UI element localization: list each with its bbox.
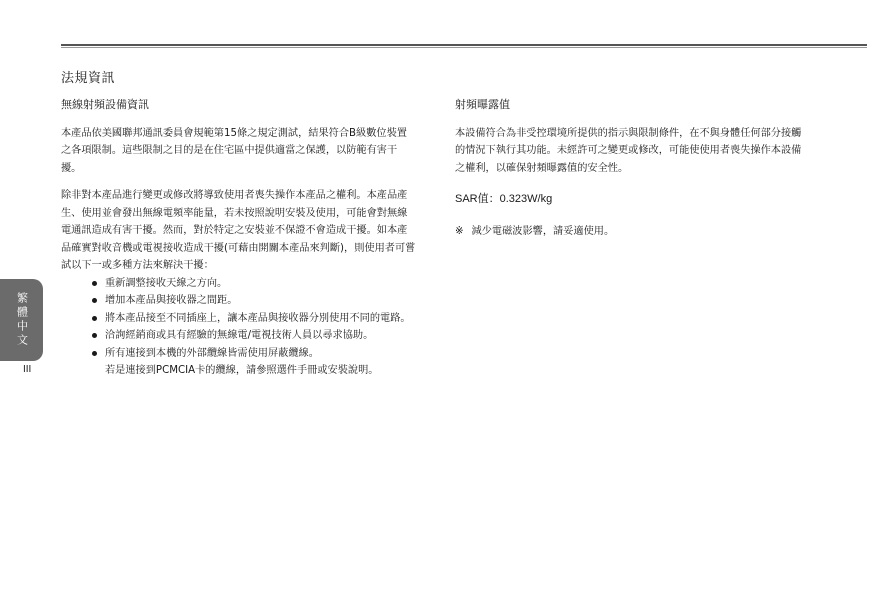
pcmcia-note: 若是連接到PCMCIA卡的纜線，請參照選件手冊或安裝說明。 (105, 365, 379, 376)
list-item: 所有連接到本機的外部纜線皆需使用屏蔽纜線。 (105, 345, 416, 363)
left-column (61, 96, 416, 380)
caution-text: 減少電磁波影響，請妥適使用。 (471, 225, 615, 237)
rf-section-heading: 無線射頻設備資訊 (61, 98, 149, 111)
list-item: 洽詢經銷商或具有經驗的無線電/電視技術人員以尋求協助。 (105, 327, 416, 345)
page-number: III (23, 364, 32, 375)
fcc-paragraph: 本產品依美國聯邦通訊委員會規範第15條之規定測試，結果符合B級數位裝置之各項限制。這些限制之目的是在住宅區中提供適當之保護，以防範有害干擾。 (61, 127, 407, 174)
exposure-section-heading: 射頻曝露值 (455, 98, 510, 111)
language-tab: 繁體中文 (0, 279, 43, 361)
header-rule-thin (61, 47, 867, 48)
header-rule-thick (61, 44, 867, 46)
list-item: 重新調整接收天線之方向。 (105, 275, 416, 293)
page-title: 法規資訊 (61, 71, 116, 86)
list-item: 增加本產品與接收器之間距。 (105, 292, 416, 310)
exposure-paragraph: 本設備符合為非受控環境所提供的指示與限制條件，在不與身體任何部分接觸的情況下執行其功能。未經許可之變更或修改，可能使使用者喪失操作本設備之權利，以確保射頻曝露值的安全性。 (455, 127, 802, 174)
list-item: 將本產品接至不同插座上，讓本產品與接收器分別使用不同的電路。 (105, 310, 416, 328)
remedy-list (61, 275, 416, 363)
sar-value: SAR值：0.323W/kg (455, 193, 553, 205)
caution-note (455, 223, 810, 241)
right-column (455, 96, 810, 240)
note-mark-icon: ※ (455, 225, 464, 237)
interference-paragraph: 除非對本產品進行變更或修改將導致使用者喪失操作本產品之權利。本產品產生、使用並會發出無線電頻率能量，若未按照說明安裝及使用，可能會對無線電通訊造成有害干擾。然而，對於特定之安裝並不保證不會造成干擾。如本產品確實對收音機或電視接收造成干擾(可藉由開關本產品來判斷)，則使用者可嘗試以下一或多種方法來解決干擾： (61, 190, 416, 271)
